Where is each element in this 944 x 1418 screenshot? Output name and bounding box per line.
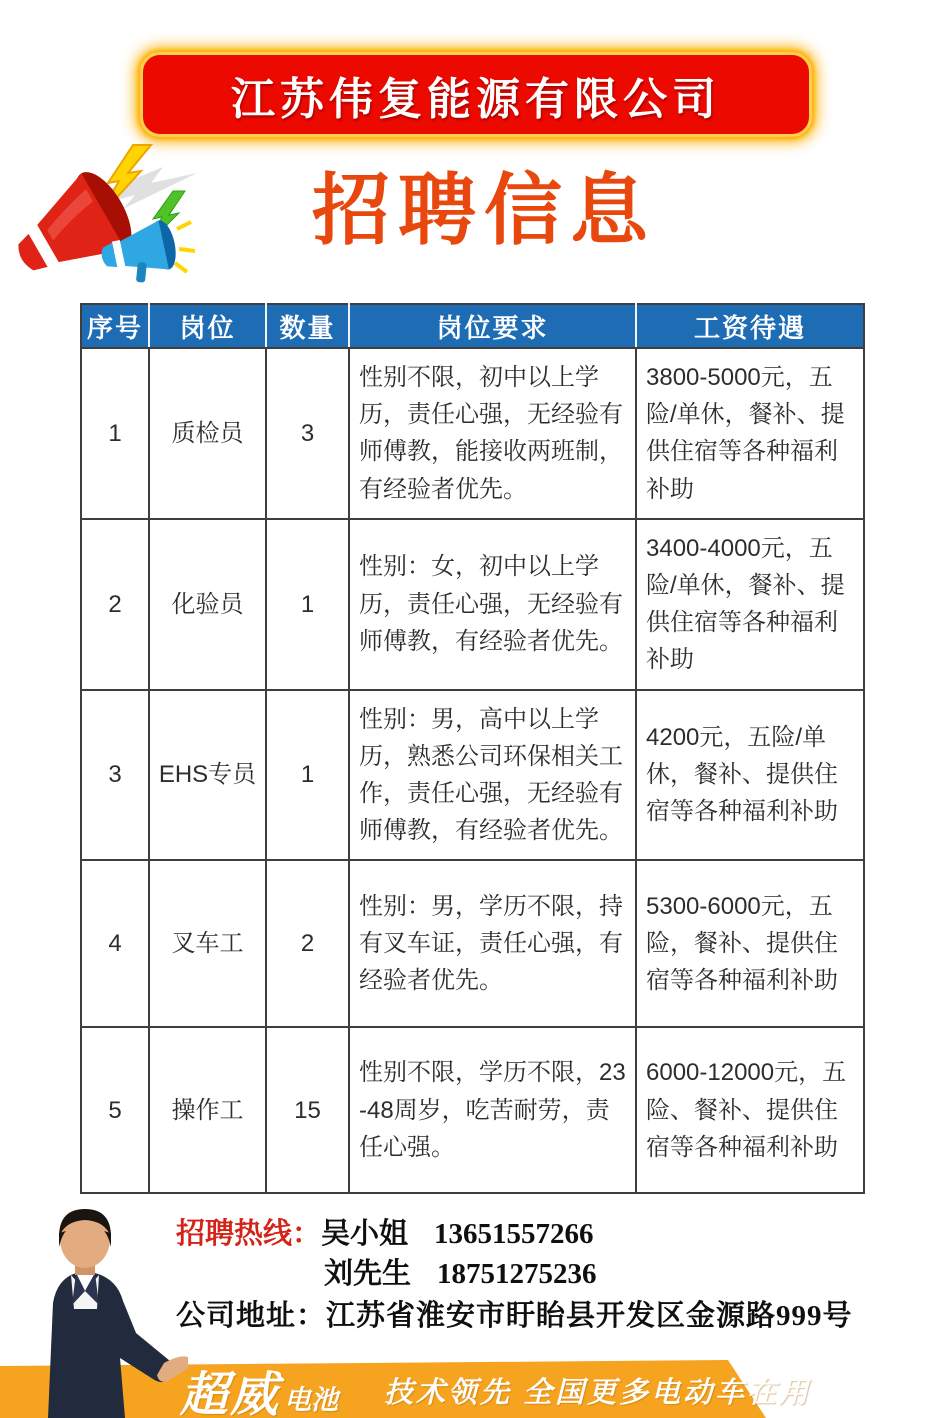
table-row <box>81 348 864 519</box>
cell-count: 1 <box>266 690 349 861</box>
company-name-banner <box>140 52 812 137</box>
cell-salary: 3400-4000元，五险/单休，餐补、提供住宿等各种福利补助 <box>636 519 864 690</box>
brand-slogan: 技术领先 全国更多电动车在用 <box>384 1376 812 1409</box>
company-name: 江苏伟复能源有限公司 <box>231 74 721 124</box>
cell-position: 操作工 <box>149 1027 266 1193</box>
col-header-no: 序号 <box>81 304 149 348</box>
cell-no: 5 <box>81 1027 149 1193</box>
poster-title: 招聘信息 <box>311 167 656 254</box>
contact-phone: 18751275236 <box>437 1258 597 1290</box>
cell-position: EHS专员 <box>149 690 266 861</box>
spokesperson-photo <box>8 1203 188 1418</box>
cell-requirements: 性别：男，高中以上学历，熟悉公司环保相关工作，责任心强，无经验有师傅教，有经验者优先。 <box>349 690 636 861</box>
contact-name: 刘先生 <box>324 1258 412 1290</box>
jobs-table <box>80 303 865 1194</box>
cell-position: 质检员 <box>149 348 266 519</box>
contact-phone: 13651557266 <box>434 1218 594 1250</box>
table-row <box>81 519 864 690</box>
spokesperson-svg <box>8 1203 188 1418</box>
cell-no: 3 <box>81 690 149 861</box>
cell-no: 2 <box>81 519 149 690</box>
address-label: 公司地址： <box>176 1300 327 1332</box>
table-row <box>81 860 864 1027</box>
brand-banner-text <box>180 1362 811 1418</box>
cell-requirements: 性别不限，初中以上学历，责任心强，无经验有师傅教，能接收两班制，有经验者优先。 <box>349 348 636 519</box>
hotline-line-1 <box>176 1214 853 1254</box>
cell-requirements: 性别：男，学历不限，持有叉车证，责任心强，有经验者优先。 <box>349 860 636 1027</box>
cell-salary: 4200元，五险/单休，餐补、提供住宿等各种福利补助 <box>636 690 864 861</box>
cell-salary: 3800-5000元，五险/单休，餐补、提供住宿等各种福利补助 <box>636 348 864 519</box>
cell-requirements: 性别：女，初中以上学历，责任心强，无经验有师傅教，有经验者优先。 <box>349 519 636 690</box>
col-header-position: 岗位 <box>149 304 266 348</box>
col-header-requirements: 岗位要求 <box>349 304 636 348</box>
cell-position: 化验员 <box>149 519 266 690</box>
hotline-label: 招聘热线： <box>176 1218 322 1250</box>
cell-count: 2 <box>266 860 349 1027</box>
cell-salary: 5300-6000元，五险，餐补、提供住宿等各种福利补助 <box>636 860 864 1027</box>
cell-salary: 6000-12000元，五险、餐补、提供住宿等各种福利补助 <box>636 1027 864 1193</box>
cell-requirements: 性别不限，学历不限，23-48周岁，吃苦耐劳，责任心强。 <box>349 1027 636 1193</box>
brand-suffix-text: 电池 <box>284 1384 339 1415</box>
contact-name: 吴小姐 <box>321 1218 409 1250</box>
cell-position: 叉车工 <box>149 860 266 1027</box>
address-line <box>176 1296 853 1336</box>
brand-logo-text: 超威 <box>180 1368 281 1418</box>
cell-count: 15 <box>266 1027 349 1193</box>
table-row <box>81 690 864 861</box>
cell-count: 1 <box>266 519 349 690</box>
table-row <box>81 1027 864 1193</box>
col-header-salary: 工资待遇 <box>636 304 864 348</box>
table-header-row <box>81 304 864 348</box>
cell-no: 1 <box>81 348 149 519</box>
col-header-count: 数量 <box>266 304 349 348</box>
address-value: 江苏省淮安市盱眙县开发区金源路999号 <box>326 1300 853 1332</box>
cell-no: 4 <box>81 860 149 1027</box>
contact-block <box>176 1214 853 1336</box>
cell-count: 3 <box>266 348 349 519</box>
hotline-line-2 <box>324 1254 853 1294</box>
